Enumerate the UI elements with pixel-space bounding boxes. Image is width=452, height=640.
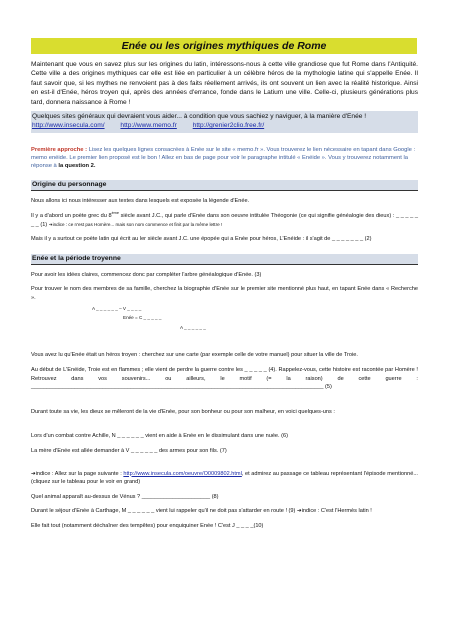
- family-tree-parents: A _ _ _ _ _ _ – V _ _ _ _: [92, 305, 142, 311]
- origine-p3: Mais il y a surtout ce poète latin qui écrit au ler siècle avant J.C. une épopée qui a Enée pour héros, L'Enéide : il s'agit de _ _ _ _ _ _ _ (2): [31, 236, 372, 243]
- troyenne-p8: ➔indice : Allez sur la page suivante : http://www.insecula.com/oeuvre/O0009802.html, et admirez au passage ce tableau représentant l'épisode mentionné... (cliquez sur le tableau pour le voir en grand): [31, 470, 418, 486]
- section-heading-troyenne: Enée et la période troyenne: [31, 254, 418, 265]
- troyenne-p11: Elle fait tout (notamment déchaîner des tempêtes) pour enquiquiner Enée ! C'est J _ _ _ _(10): [31, 522, 264, 529]
- troyenne-p6: Lors d'un combat contre Achille, N _ _ _ _ _ _ vient en aide à Enée en le dissimulant dans une nuée. (6): [31, 433, 288, 440]
- troyenne-p10: Durant le séjour d'Enée à Carthage, M _ _ _ _ _ _ vient lui rappeler qu'il ne doit pas s'attarder en route ! (9) ➔indice : C'est l'Hermès latin !: [31, 508, 372, 515]
- family-tree-enee: Enée = C _ _ _ _ _: [123, 315, 162, 321]
- intro-paragraph: Maintenant que vous en savez plus sur les origines du latin, intéressons-nous à cette ville grandiose que fut Rome dans l'Antiquité. Cette ville a des origines mythiques car elle est liée en particulier à un célèbre héros de la mythologie latine qui s'appelle Enée. Il faut savoir que, si les mythes ne renvoient pas à des faits réellement arrivés, ils ont souvent un lien avec la réalité historique. Ainsi en est-il d'Enée, héros troyen qui, après des années d'errance, fonde dans le Latium une ville. Celle-ci, plusieurs générations plus tard, donnera naissance à Rome !: [31, 61, 418, 106]
- link-grenier2clio[interactable]: http://grenier2clio.free.fr/: [192, 122, 265, 130]
- troyenne-p1: Pour avoir les idées claires, commencez donc par compléter l'arbre généalogique d'Enée. (3): [31, 271, 262, 278]
- origine-hint: ➔indice : ce n'est pas Homère... mais son nom commence et finit par la même lettre !: [48, 221, 223, 227]
- page-title: Enée ou les origines mythiques de Rome: [31, 38, 417, 54]
- troyenne-p2: Pour trouver le nom des membres de sa famille, cherchez la biographie d'Enée sur le premier site mentionné plus haut, en tapant Enée dans « Recherche ».: [31, 286, 418, 302]
- sites-box: [31, 111, 418, 133]
- section-heading-origine: Origine du personnage: [31, 180, 418, 191]
- troyenne-p9: Quel animal apparaît au-dessus de Vénus ? ______________________ (8): [31, 493, 219, 500]
- origine-p1: Nous allons ici nous intéresser aux textes dans lesquels est exposée la légende d'Enée.: [31, 198, 250, 205]
- troyenne-p7: La mère d'Enée est allée demander à V _ _ _ _ _ _ des armes pour son fils. (7): [31, 447, 227, 454]
- sites-text: Quelques sites généraux qui devraient vous aider... à condition que vous sachiez y naviguer, à la manière d'Enée !: [32, 113, 367, 121]
- origine-p2: Il y a d'abord un poète grec du 8ème siècle avant J.C., qui parle d'Enée dans son oeuvre intitulée Théogonie (ce qui signifie généalogie des dieux) : _ _ _ _ _ _ _ (1) ➔indice : ce n'est pas Homère... mais son nom commence et finit par la même lettre !: [31, 211, 418, 228]
- troyenne-p3: Vous avez lu qu'Enée était un héros troyen : cherchez sur une carte (par exemple celle de votre manuel) pour situer la ville de Troie.: [31, 352, 358, 359]
- approach-question: la question 2.: [58, 163, 96, 170]
- first-approach: [31, 146, 418, 171]
- troyenne-p4: Au début de L'Enéide, Troie est en flammes ; elle vient de perdre la guerre contre les _ _ _ _ _ (4). Rappelez-vous, cette histoire est racontée par Homère ! Retrouvez dans vos souvenirs... ou ailleurs, le motif (= la raison) de cette guerre : ______________________________________________________________________________________________ (5): [31, 366, 418, 391]
- link-memo[interactable]: http://www.memo.fr: [120, 122, 177, 130]
- family-tree-son: A _ _ _ _ _ _: [180, 324, 206, 330]
- link-insecula-oeuvre[interactable]: http://www.insecula.com/oeuvre/O0009802.html: [123, 470, 242, 477]
- troyenne-p5: Durant toute sa vie, les dieux se mêleront de la vie d'Enée, pour son bonheur ou pour son malheur, en voici quelques-uns :: [31, 408, 335, 415]
- approach-lead: Première approche :: [31, 146, 88, 153]
- approach-text: Lisez les quelques lignes consacrées à Enée sur le site « memo.fr ». Vous trouverez le lien nécessaire en tapant dans Google : memo enéide. Le premier lien proposé est le bon ! Allez en bas de page pour voir le paragraphe intitulé « Enéide ». Vous y trouverez notamment la réponse à: [31, 146, 416, 170]
- link-insecula[interactable]: http://www.insecula.com/: [32, 122, 105, 130]
